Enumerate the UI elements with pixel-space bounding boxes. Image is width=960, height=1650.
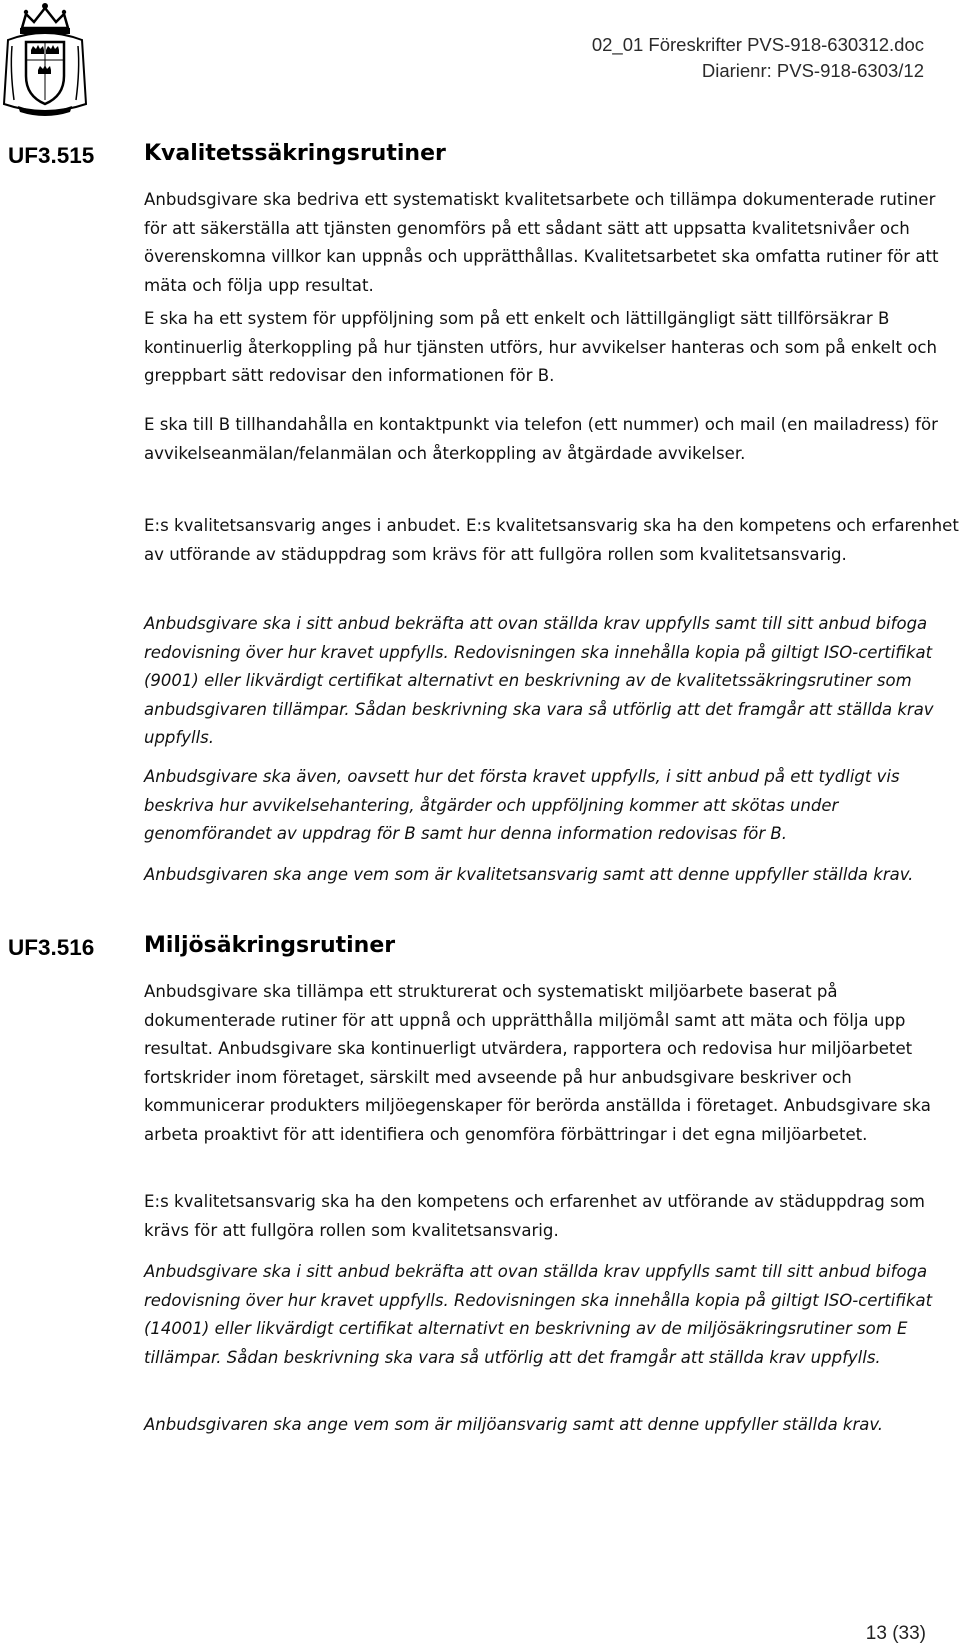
requirement-paragraph: Anbudsgivare ska i sitt anbud bekräfta att ovan ställda krav uppfylls samt till sitt anbud bifoga redovisning över hur kravet uppfylls. Redovisningen ska innehålla kopia på giltigt ISO-certifikat (14001) eller likvärdigt certifikat alternativt en beskrivning av de miljösäkringsrutiner som E tillämpar. Sådan beskrivning ska vara så utförlig att det framgår att ställda krav uppfylls. bbox=[144, 1262, 933, 1367]
paragraph: Anbudsgivare ska tillämpa ett strukturerat och systematiskt miljöarbete baserat på dokumenterade rutiner för att uppnå och upprätthålla miljömål samt att mäta och följa upp resultat. Anbudsgivare ska kontinuerligt utvärdera, rapportera och redovisa hur miljöarbetet fortskrider inom företaget, särskilt med avseende på hur anbudsgivare beskriver och kommunicerar produkters miljöegenskaper för berörda anställda i företaget. Anbudsgivare ska arbeta proaktivt för att identifiera och genomföra förbättringar i det egna miljöarbetet. bbox=[144, 982, 931, 1144]
paragraph: E ska till B tillhandahålla en kontaktpunkt via telefon (ett nummer) och mail (en mailadress) för avvikelseanmälan/felanmälan och återkoppling av åtgärdade avvikelser. bbox=[144, 415, 938, 463]
coat-of-arms-logo bbox=[0, 0, 90, 120]
document-header bbox=[592, 32, 924, 84]
paragraph: E ska ha ett system för uppföljning som på ett enkelt och lättillgängligt sätt tillförsäkrar B kontinuerlig återkoppling på hur tjänsten utförs, hur avvikelser hanteras och som på enkelt och greppbart sätt redovisar den informationen för B. bbox=[144, 309, 938, 386]
paragraph: E:s kvalitetsansvarig ska ha den kompetens och erfarenhet av utförande av städuppdrag som krävs för att fullgöra rollen som kvalitetsansvarig. bbox=[144, 1192, 925, 1240]
section-number: UF3.516 bbox=[8, 935, 95, 960]
page-number: 13 (33) bbox=[865, 1623, 926, 1644]
requirement-paragraph: Anbudsgivare ska i sitt anbud bekräfta att ovan ställda krav uppfylls samt till sitt anbud bifoga redovisning över hur kravet uppfylls. Redovisningen ska innehålla kopia på giltigt ISO-certifikat (9001) eller likvärdigt certifikat alternativt en beskrivning av de kvalitetssäkringsrutiner som anbudsgivaren tillämpar. Sådan beskrivning ska vara så utförlig att det framgår att ställda krav uppfylls. bbox=[144, 614, 934, 748]
section-title: Kvalitetssäkringsrutiner bbox=[144, 141, 446, 166]
requirement-paragraph: Anbudsgivare ska även, oavsett hur det första kravet uppfylls, i sitt anbud på ett tydligt vis beskriva hur avvikelsehantering, åtgärder och uppföljning kommer att skötas under genomförandet av uppdrag för B samt hur denna information redovisas för B. bbox=[144, 767, 900, 844]
document-diarienr: Diarienr: PVS-918-6303/12 bbox=[701, 60, 924, 81]
requirement-paragraph: Anbudsgivaren ska ange vem som är miljöansvarig samt att denne uppfyller ställda krav. bbox=[144, 1415, 884, 1434]
requirement-paragraph: Anbudsgivaren ska ange vem som är kvalitetsansvarig samt att denne uppfyller ställda krav. bbox=[144, 865, 914, 884]
section-title: Miljösäkringsrutiner bbox=[144, 933, 396, 958]
document-filename: 02_01 Föreskrifter PVS-918-630312.doc bbox=[591, 34, 924, 55]
paragraph: E:s kvalitetsansvarig anges i anbudet. E:s kvalitetsansvarig ska ha den kompetens och erfarenhet av utförande av städuppdrag som krävs för att fullgöra rollen som kvalitetsansvarig. bbox=[144, 516, 959, 564]
section-number: UF3.515 bbox=[8, 143, 95, 168]
paragraph: Anbudsgivare ska bedriva ett systematiskt kvalitetsarbete och tillämpa dokumenterade rutiner för att säkerställa att tjänsten genomförs på ett sådant sätt att uppsatta kvalitetsnivåer och överenskomna villkor kan uppnås och upprätthållas. Kvalitetsarbetet ska omfatta rutiner för att mäta och följa upp resultat. bbox=[144, 190, 939, 295]
